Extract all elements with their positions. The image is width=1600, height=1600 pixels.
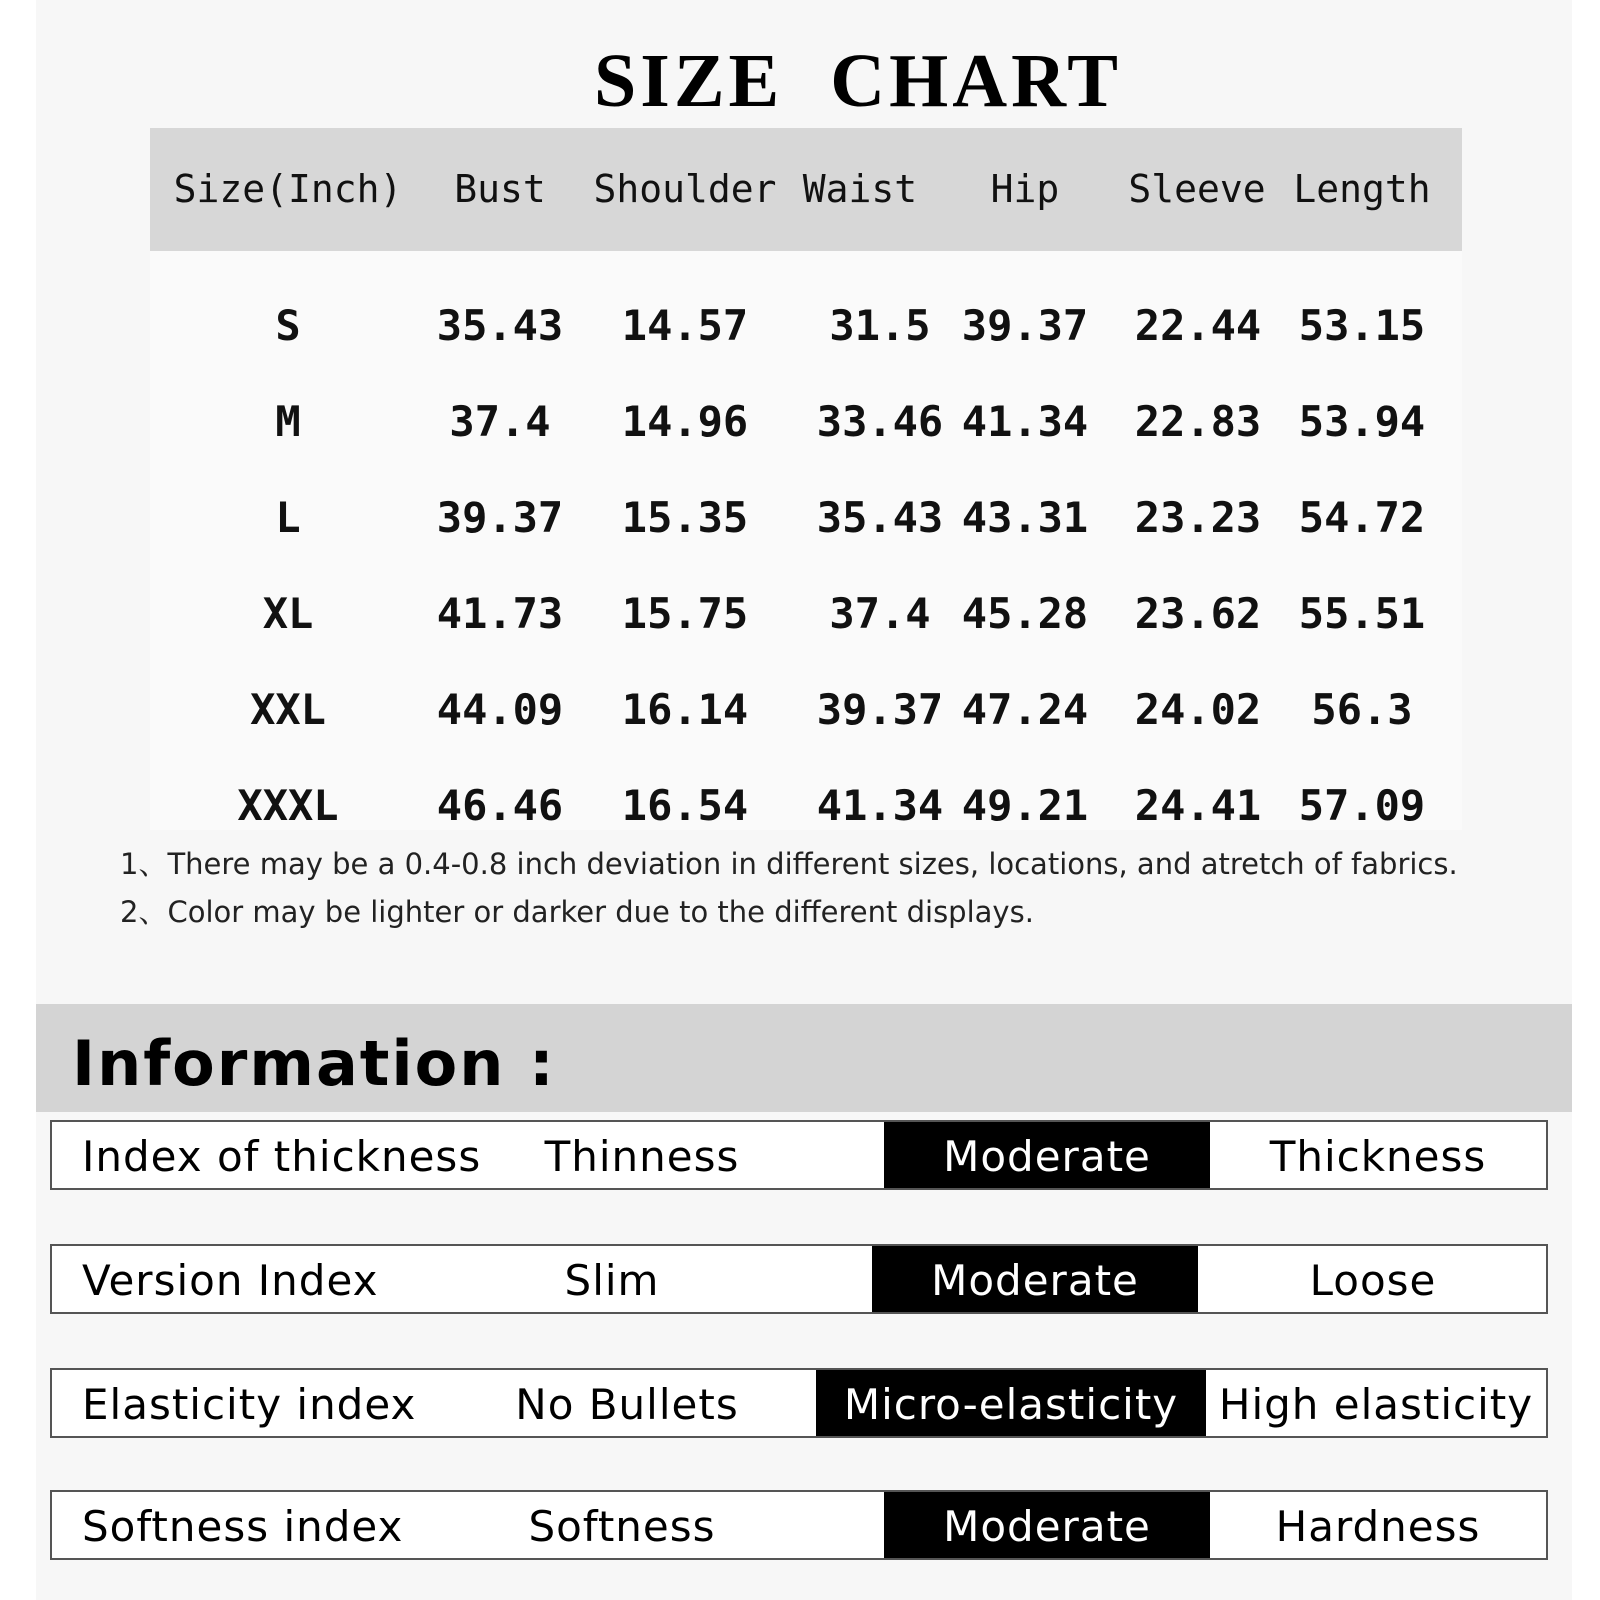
header-bust: Bust: [454, 167, 546, 211]
measurement-cell: 55.51: [1298, 589, 1426, 638]
note-1: 1、There may be a 0.4-0.8 inch deviation in different sizes, locations, and atretch of fabrics.: [120, 847, 1458, 881]
table-row: [150, 566, 1462, 662]
size-label: M: [275, 397, 301, 446]
measurement-cell: 14.96: [621, 397, 749, 446]
info-row: [50, 1490, 1548, 1560]
info-option: No Bullets: [515, 1380, 739, 1429]
info-option: Loose: [1309, 1256, 1437, 1305]
size-label: XXL: [250, 685, 326, 734]
header-hip: Hip: [990, 167, 1060, 211]
measurement-cell: 56.3: [1311, 685, 1413, 734]
table-row: [150, 278, 1462, 374]
table-row: [150, 374, 1462, 470]
header-waist: Waist: [802, 167, 918, 211]
header-sleeve: Sleeve: [1128, 167, 1266, 211]
info-option: Thinness: [544, 1132, 740, 1181]
info-row: [50, 1244, 1548, 1314]
measurement-cell: 16.54: [621, 781, 749, 830]
measurement-cell: 53.15: [1298, 301, 1426, 350]
info-option-selected: Moderate: [884, 1122, 1210, 1188]
header-size: Size(Inch): [173, 167, 403, 211]
info-option: Slim: [564, 1256, 660, 1305]
table-row: [150, 470, 1462, 566]
measurement-cell: 39.37: [436, 493, 564, 542]
table-header: [150, 128, 1462, 251]
measurement-cell: 35.43: [816, 493, 944, 542]
header-length: Length: [1293, 167, 1431, 211]
page-title: SIZE CHART: [593, 39, 1122, 123]
size-label: S: [275, 301, 301, 350]
information-title: Information :: [72, 1027, 556, 1100]
measurement-cell: 39.37: [961, 301, 1089, 350]
measurement-cell: 43.31: [961, 493, 1089, 542]
info-option-selected: Moderate: [884, 1492, 1210, 1558]
measurement-cell: 41.73: [436, 589, 564, 638]
info-option: Softness: [528, 1502, 716, 1551]
measurement-cell: 53.94: [1298, 397, 1426, 446]
measurement-cell: 31.5: [829, 301, 931, 350]
measurement-cell: 23.23: [1134, 493, 1262, 542]
measurement-cell: 41.34: [961, 397, 1089, 446]
measurement-cell: 54.72: [1298, 493, 1426, 542]
note-2: 2、Color may be lighter or darker due to the different displays.: [120, 895, 1034, 929]
measurement-cell: 49.21: [961, 781, 1089, 830]
measurement-cell: 45.28: [961, 589, 1089, 638]
size-table: [150, 128, 1462, 830]
measurement-cell: 46.46: [436, 781, 564, 830]
info-row-label: Index of thickness: [82, 1132, 482, 1181]
table-row: [150, 758, 1462, 854]
measurement-cell: 23.62: [1134, 589, 1262, 638]
info-option: Thickness: [1269, 1132, 1487, 1181]
size-label: XXXL: [237, 781, 339, 830]
measurement-cell: 33.46: [816, 397, 944, 446]
info-option: High elasticity: [1218, 1380, 1534, 1429]
measurement-cell: 15.75: [621, 589, 749, 638]
info-row-label: Version Index: [82, 1256, 379, 1305]
info-row-label: Elasticity index: [82, 1380, 417, 1429]
measurement-cell: 47.24: [961, 685, 1089, 734]
measurement-cell: 35.43: [436, 301, 564, 350]
measurement-cell: 37.4: [449, 397, 551, 446]
table-row: [150, 662, 1462, 758]
measurement-cell: 14.57: [621, 301, 749, 350]
info-row: [50, 1368, 1548, 1438]
size-label: L: [275, 493, 301, 542]
measurement-cell: 22.44: [1134, 301, 1262, 350]
info-option-selected: Micro-elasticity: [816, 1370, 1206, 1436]
measurement-cell: 22.83: [1134, 397, 1262, 446]
measurement-cell: 15.35: [621, 493, 749, 542]
size-label: XL: [262, 589, 314, 638]
info-option: Hardness: [1275, 1502, 1481, 1551]
measurement-cell: 41.34: [816, 781, 944, 830]
measurement-cell: 44.09: [436, 685, 564, 734]
measurement-cell: 16.14: [621, 685, 749, 734]
header-shoulder: Shoulder: [593, 167, 777, 211]
info-row-label: Softness index: [82, 1502, 404, 1551]
measurement-cell: 57.09: [1298, 781, 1426, 830]
measurement-cell: 24.41: [1134, 781, 1262, 830]
measurement-cell: 39.37: [816, 685, 944, 734]
info-row: [50, 1120, 1548, 1190]
measurement-cell: 37.4: [829, 589, 931, 638]
info-option-selected: Moderate: [872, 1246, 1198, 1312]
measurement-cell: 24.02: [1134, 685, 1262, 734]
